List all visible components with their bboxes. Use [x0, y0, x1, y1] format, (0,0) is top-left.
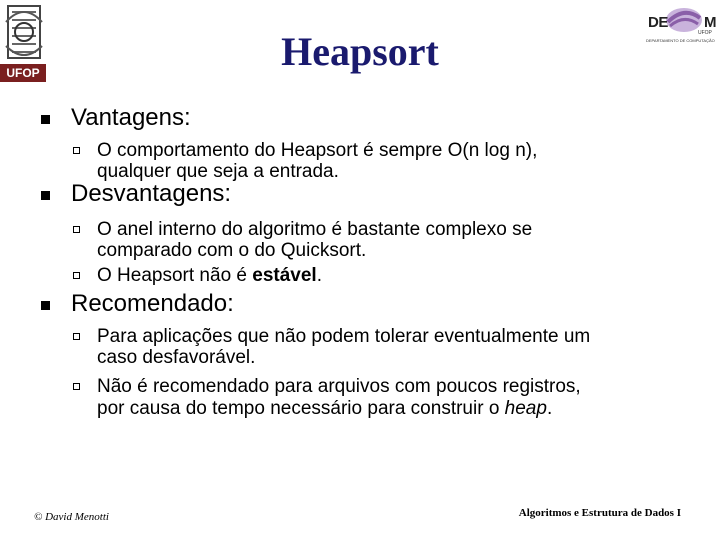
bullet-label: Vantagens: — [71, 104, 191, 131]
sub-item-line: caso desfavorável. — [97, 347, 256, 368]
sub-item-line: O anel interno do algoritmo é bastante complexo se — [97, 219, 533, 240]
sub-item-line: qualquer que seja a entrada. — [97, 161, 339, 182]
hollow-square-bullet-icon — [73, 333, 80, 340]
slide-title: Heapsort — [281, 29, 439, 74]
bullet-label: Recomendado: — [71, 290, 234, 317]
decom-logo-caption: DEPARTAMENTO DE COMPUTAÇÃO — [646, 38, 715, 43]
hollow-square-bullet-icon — [73, 226, 80, 233]
hollow-square-bullet-icon — [73, 272, 80, 279]
sub-item-line — [97, 398, 552, 419]
decom-logo-text-a: DE — [648, 14, 668, 31]
hollow-square-bullet-icon — [73, 383, 80, 390]
sub-item-line: O comportamento do Heapsort é sempre O(n log n), — [97, 140, 538, 161]
square-bullet-icon — [41, 301, 50, 310]
sub-item-text: O Heapsort não é — [97, 265, 253, 286]
emphasis-heap: heap — [504, 398, 547, 419]
bullet-label: Desvantagens: — [71, 180, 232, 207]
decom-logo-text-b: M — [704, 14, 717, 31]
sub-item-line: Para aplicações que não podem tolerar eventualmente um — [97, 326, 591, 347]
hollow-square-bullet-icon — [73, 147, 80, 154]
square-bullet-icon — [41, 115, 50, 124]
ufop-logo-label: UFOP — [0, 64, 46, 82]
decom-logo-sub: UFOP — [698, 30, 712, 36]
sub-item-line: Não é recomendado para arquivos com poucos registros, — [97, 376, 581, 397]
sub-item-line: comparado com o do Quicksort. — [97, 240, 367, 261]
emphasis-estavel: estável — [252, 265, 317, 286]
footer-author: © David Menotti — [34, 511, 109, 523]
sub-item-suffix: . — [546, 398, 553, 419]
sub-item-text: por causa do tempo necessário para construir o — [97, 398, 505, 419]
square-bullet-icon — [41, 191, 50, 200]
sub-item-suffix: . — [316, 265, 322, 286]
sub-item-line — [97, 265, 322, 286]
footer-course: Algoritmos e Estrutura de Dados I — [518, 507, 681, 519]
